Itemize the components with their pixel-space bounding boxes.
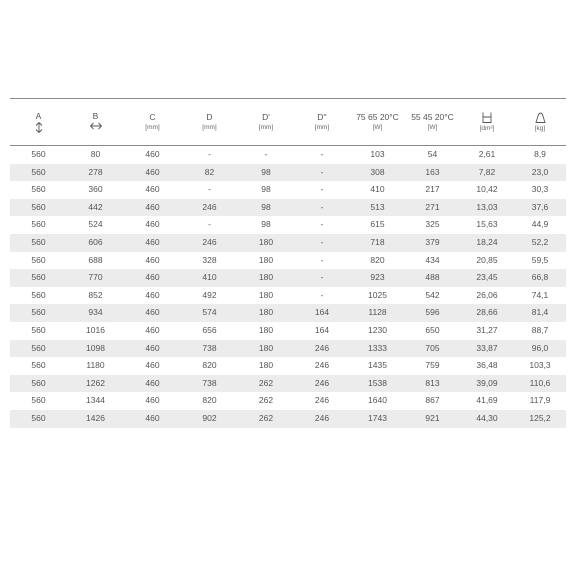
table-cell: 560 [31, 360, 46, 371]
table-cell: 560 [31, 342, 46, 353]
table-cell: 560 [31, 184, 46, 195]
table-cell: 180 [258, 254, 274, 265]
table-cell: 325 [425, 219, 440, 230]
table-cell: 44,9 [531, 219, 549, 230]
weight-icon [514, 112, 566, 124]
table-row [10, 164, 566, 182]
table-cell: 163 [425, 166, 440, 177]
table-cell: 1538 [368, 377, 387, 388]
table-cell: 98 [261, 201, 271, 212]
table-body [10, 146, 566, 428]
table-cell: 460 [145, 289, 160, 300]
table-cell: 442 [88, 201, 103, 212]
table-cell: 164 [314, 324, 330, 335]
column-header-name: D'' [317, 112, 327, 122]
table-cell: 460 [145, 272, 160, 283]
table-cell: 542 [425, 289, 440, 300]
table-cell: 596 [425, 307, 440, 318]
table-cell: 180 [258, 360, 274, 371]
column-header-7 [405, 99, 460, 146]
table-cell: 246 [202, 201, 217, 212]
column-header-5 [294, 99, 350, 146]
column-header-3 [181, 99, 238, 146]
table-cell: - [208, 184, 211, 195]
table-cell: 1025 [368, 289, 387, 300]
table-cell: 360 [88, 184, 103, 195]
table-cell: 1333 [368, 342, 387, 353]
table-cell: 8,9 [534, 149, 546, 159]
table-row [10, 340, 566, 358]
table-cell: - [208, 219, 211, 230]
table-cell: - [320, 201, 324, 212]
table-cell: - [320, 184, 324, 195]
table-cell: 852 [88, 289, 103, 300]
column-header-unit: [mm] [314, 124, 330, 131]
column-header-9 [514, 99, 566, 146]
table-cell: 31,27 [476, 324, 498, 335]
table-cell: 1128 [368, 307, 387, 318]
table-cell: 1180 [86, 360, 105, 371]
table-cell: 88,7 [531, 324, 549, 335]
table-cell: 52,2 [531, 236, 549, 247]
column-header-2 [124, 99, 181, 146]
table-cell: 560 [31, 236, 46, 247]
table-cell: 705 [425, 342, 440, 353]
table-cell: 921 [425, 412, 440, 423]
table-cell: 460 [145, 395, 160, 406]
table-row [10, 181, 566, 199]
table-row [10, 199, 566, 217]
table-cell: 23,45 [476, 272, 498, 283]
column-header-name: D [206, 112, 213, 122]
table-cell: 820 [202, 360, 217, 371]
table-row [10, 287, 566, 305]
table-cell: 246 [314, 342, 330, 353]
table-cell: 1262 [86, 377, 105, 388]
spec-table-container [10, 98, 566, 428]
table-cell: 923 [370, 272, 385, 283]
table-cell: 1016 [86, 324, 105, 335]
table-cell: 492 [202, 289, 217, 300]
table-cell: 59,5 [531, 254, 549, 265]
table-cell: 23,0 [531, 166, 549, 177]
table-cell: 117,9 [529, 395, 551, 406]
table-cell: - [320, 149, 324, 159]
table-cell: - [320, 219, 324, 230]
table-cell: 738 [202, 377, 217, 388]
table-cell: 688 [88, 254, 103, 265]
table-cell: 379 [425, 236, 440, 247]
vertical-arrow-icon [10, 122, 67, 134]
table-cell: 770 [88, 272, 103, 283]
header-row [10, 99, 566, 146]
column-header-unit: [W] [427, 124, 438, 131]
table-cell: 328 [202, 254, 217, 265]
table-cell: 81,4 [531, 307, 549, 318]
table-row [10, 357, 566, 375]
table-cell: 54 [427, 149, 438, 159]
table-row [10, 375, 566, 393]
table-cell: 13,03 [476, 201, 498, 212]
table-cell: 560 [31, 149, 46, 159]
table-cell: 20,85 [476, 254, 498, 265]
column-header-unit: [dm³] [479, 124, 495, 132]
table-cell: 656 [202, 324, 217, 335]
table-cell: 513 [370, 201, 385, 212]
table-cell: - [264, 149, 268, 159]
table-cell: 460 [145, 412, 160, 423]
column-header-name: C [149, 112, 156, 122]
column-header-0 [10, 99, 67, 146]
table-cell: 217 [425, 184, 440, 195]
column-header-name: D' [262, 112, 270, 122]
table-cell: 41,69 [476, 395, 498, 406]
table-cell: 560 [31, 289, 46, 300]
table-cell: 180 [258, 342, 274, 353]
table-cell: 180 [258, 289, 274, 300]
horizontal-arrow-icon [67, 122, 124, 134]
table-cell: 460 [145, 360, 160, 371]
table-cell: 488 [425, 272, 440, 283]
table-cell: - [320, 289, 324, 300]
table-cell: 560 [31, 324, 46, 335]
table-row [10, 146, 566, 164]
water-volume-icon [460, 112, 514, 124]
table-cell: 98 [261, 184, 271, 195]
table-cell: 434 [425, 254, 440, 265]
table-row [10, 322, 566, 340]
table-cell: 66,8 [531, 272, 549, 283]
column-header-name: A [35, 110, 42, 121]
table-cell: 262 [258, 412, 274, 423]
table-cell: - [320, 272, 324, 283]
table-cell: 125,2 [529, 412, 551, 423]
table-cell: 246 [314, 377, 330, 388]
table-cell: 560 [31, 272, 46, 283]
table-cell: 1743 [368, 412, 387, 423]
table-cell: 560 [31, 412, 46, 423]
table-row [10, 216, 566, 234]
table-cell: - [320, 236, 324, 247]
table-cell: 246 [314, 412, 330, 423]
table-cell: 262 [258, 395, 274, 406]
table-cell: 820 [370, 254, 385, 265]
table-cell: 18,24 [476, 236, 498, 247]
table-cell: 96,0 [531, 342, 549, 353]
table-cell: 180 [258, 324, 274, 335]
table-cell: 180 [258, 307, 274, 318]
table-cell: 10,42 [476, 184, 498, 195]
table-header [10, 99, 566, 146]
table-row [10, 304, 566, 322]
table-cell: 26,06 [476, 289, 498, 300]
table-cell: 246 [202, 236, 217, 247]
table-cell: 460 [145, 342, 160, 353]
column-header-unit: [kg] [534, 124, 546, 132]
table-cell: 460 [145, 236, 160, 247]
table-cell: 460 [145, 254, 160, 265]
table-cell: 1344 [86, 395, 105, 406]
table-cell: 103 [370, 149, 385, 159]
table-cell: 560 [31, 219, 46, 230]
table-row [10, 252, 566, 270]
column-header-unit: [mm] [202, 124, 217, 131]
table-cell: 460 [145, 377, 160, 388]
table-cell: 410 [202, 272, 217, 283]
table-cell: 2,61 [478, 149, 496, 159]
table-cell: 738 [202, 342, 217, 353]
table-cell: 460 [145, 307, 160, 318]
table-cell: 262 [258, 377, 274, 388]
column-header-6 [350, 99, 405, 146]
table-cell: 180 [258, 272, 274, 283]
table-cell: 7,82 [478, 166, 496, 177]
table-cell: 460 [145, 219, 160, 230]
table-cell: 308 [370, 166, 385, 177]
table-cell: 37,6 [531, 201, 549, 212]
column-header-8 [460, 99, 514, 146]
table-cell: 410 [370, 184, 385, 195]
table-cell: 28,66 [476, 307, 498, 318]
column-header-name: B [92, 110, 99, 121]
table-cell: 560 [31, 201, 46, 212]
table-cell: 615 [370, 219, 385, 230]
table-cell: 36,48 [476, 360, 498, 371]
column-header-unit: [W] [372, 124, 383, 131]
table-row [10, 410, 566, 428]
table-cell: 934 [88, 307, 103, 318]
table-cell: 98 [261, 166, 271, 177]
table-cell: 460 [145, 149, 160, 159]
radiator-spec-table [10, 98, 566, 428]
table-cell: 574 [202, 307, 217, 318]
table-cell: 110,6 [529, 377, 551, 388]
table-cell: 560 [31, 254, 46, 265]
table-cell: 82 [204, 166, 215, 177]
table-cell: 30,3 [531, 184, 549, 195]
table-cell: 98 [261, 219, 271, 230]
table-cell: 39,09 [476, 377, 498, 388]
table-row [10, 234, 566, 252]
table-cell: 606 [88, 236, 103, 247]
column-header-unit: [mm] [145, 124, 160, 131]
table-cell: 820 [202, 395, 217, 406]
table-cell: 524 [88, 219, 103, 230]
table-cell: 813 [425, 377, 440, 388]
table-cell: - [320, 166, 324, 177]
column-header-1 [67, 99, 124, 146]
table-cell: 460 [145, 166, 160, 177]
table-cell: 164 [314, 307, 330, 318]
table-cell: 460 [145, 184, 160, 195]
table-cell: - [208, 149, 211, 159]
table-cell: 1640 [368, 395, 387, 406]
table-cell: 650 [425, 324, 440, 335]
column-header-4 [238, 99, 294, 146]
table-cell: 74,1 [531, 289, 549, 300]
table-cell: 1230 [368, 324, 387, 335]
table-cell: 44,30 [476, 412, 498, 423]
table-cell: 33,87 [476, 342, 498, 353]
column-header-name: 55 45 20°C [411, 112, 454, 122]
table-cell: 560 [31, 377, 46, 388]
table-cell: 1435 [368, 360, 387, 371]
table-cell: 278 [88, 166, 103, 177]
table-cell: 460 [145, 324, 160, 335]
table-cell: 15,63 [476, 219, 498, 230]
table-cell: 718 [370, 236, 385, 247]
table-cell: 246 [314, 360, 330, 371]
table-cell: 1098 [86, 342, 105, 353]
table-cell: - [320, 254, 324, 265]
table-cell: 902 [202, 412, 217, 423]
table-cell: 867 [425, 395, 440, 406]
table-cell: 759 [425, 360, 440, 371]
table-cell: 180 [258, 236, 274, 247]
column-header-unit: [mm] [258, 124, 274, 131]
table-cell: 560 [31, 307, 46, 318]
table-cell: 271 [425, 201, 440, 212]
table-cell: 460 [145, 201, 160, 212]
table-cell: 103,3 [529, 360, 551, 371]
table-cell: 246 [314, 395, 330, 406]
table-row [10, 269, 566, 287]
table-cell: 80 [90, 149, 101, 159]
table-cell: 560 [31, 395, 46, 406]
table-row [10, 392, 566, 410]
table-cell: 560 [31, 166, 46, 177]
table-cell: 1426 [86, 412, 105, 423]
column-header-name: 75 65 20°C [356, 112, 399, 122]
